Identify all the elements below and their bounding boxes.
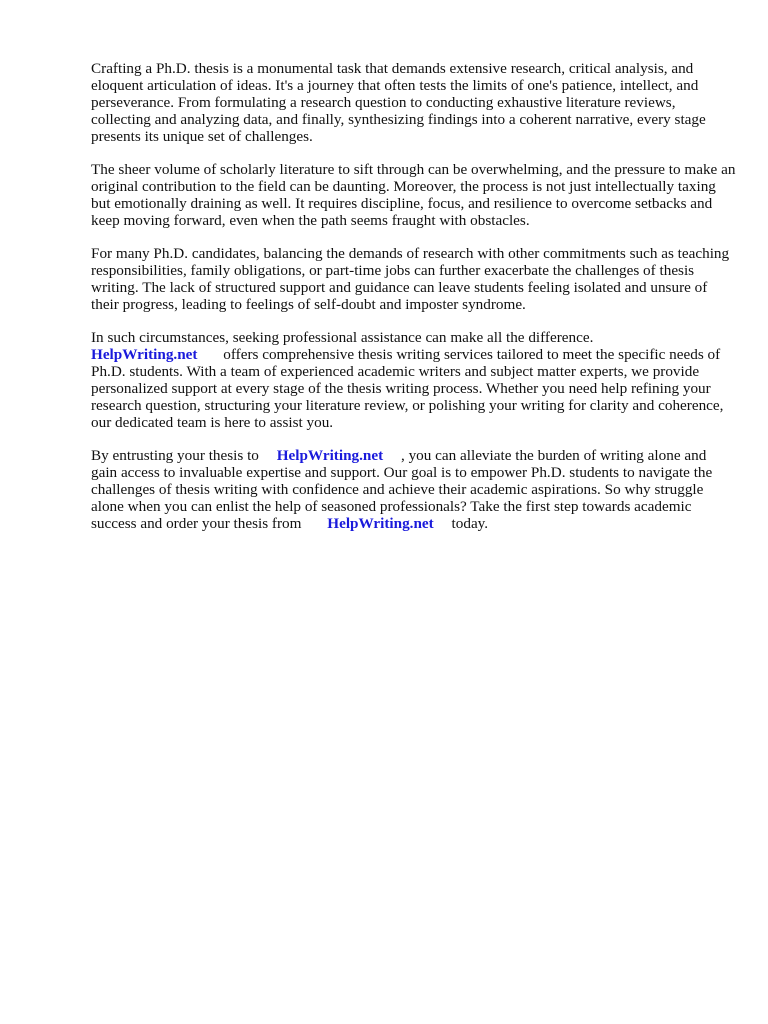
assistance-rest-text: offers comprehensive thesis writing services tailored to meet the specific needs of Ph.D. students. With a team of experienced academic writers and subject matter experts, we provide personalized support at every stage of the thesis writing process. Whether you need help refining your research question, structuring your literature review, or polishing your writing for clarity and coherence, our dedicated team is here to assist you. <box>91 346 724 431</box>
helpwriting-link-3[interactable]: HelpWriting.net <box>327 515 434 532</box>
paragraph-assistance <box>91 329 736 431</box>
helpwriting-link-1[interactable]: HelpWriting.net <box>91 346 198 363</box>
closing-text-a: By entrusting your thesis to <box>91 447 259 464</box>
paragraph-closing <box>91 447 736 532</box>
document-body <box>91 60 736 548</box>
assistance-intro-text: In such circumstances, seeking professional assistance can make all the difference. <box>91 329 594 346</box>
closing-text-c: today. <box>451 515 489 532</box>
helpwriting-link-2[interactable]: HelpWriting.net <box>276 447 384 464</box>
closing-text-b: , you can alleviate the burden of writing alone and gain access to invaluable expertise and support. Our goal is to empower Ph.D. students to navigate the challenges of thesis writing with confidence and achieve their academic aspirations. So why struggle alone when you can enlist the help of seasoned professionals? Take the first step towards academic success and order your thesis from <box>91 447 713 532</box>
paragraph-literature: The sheer volume of scholarly literature to sift through can be overwhelming, and the pressure to make an original contribution to the field can be daunting. Moreover, the process is not just intellectually taxing but emotionally draining as well. It requires discipline, focus, and resilience to overcome setbacks and keep moving forward, even when the path seems fraught with obstacles. <box>91 161 736 229</box>
paragraph-commitments: For many Ph.D. candidates, balancing the demands of research with other commitments such as teaching responsibilities, family obligations, or part-time jobs can further exacerbate the challenges of thesis writing. The lack of structured support and guidance can leave students feeling isolated and unsure of their progress, leading to feelings of self-doubt and imposter syndrome. <box>91 245 730 313</box>
paragraph-intro: Crafting a Ph.D. thesis is a monumental task that demands extensive research, critical analysis, and eloquent articulation of ideas. It's a journey that often tests the limits of one's patience, intellect, and perseverance. From formulating a research question to conducting exhaustive literature reviews, collecting and analyzing data, and finally, synthesizing findings into a coherent narrative, every stage presents its unique set of challenges. <box>91 60 706 145</box>
